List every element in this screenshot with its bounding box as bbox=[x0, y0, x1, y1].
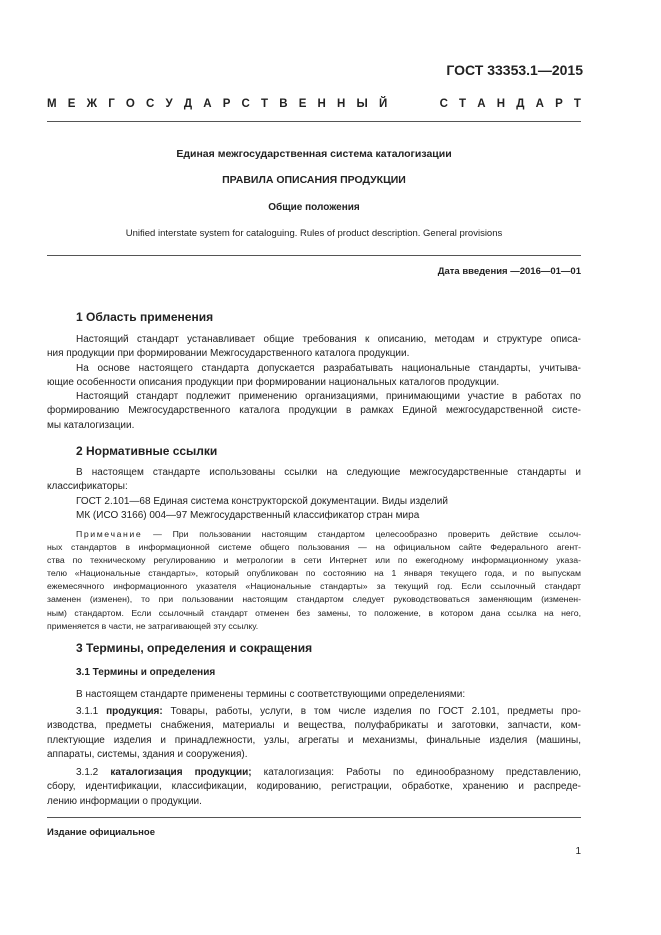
document-title: ПРАВИЛА ОПИСАНИЯ ПРОДУКЦИИ bbox=[222, 174, 406, 186]
terms-intro: В настоящем стандарте применены термины с соответствующими определениями: bbox=[76, 689, 466, 700]
reference-mk-3166: МК (ИСО 3166) 004—97 Межгосударственный классификатор стран мира bbox=[76, 509, 420, 521]
banner-letter: Т bbox=[573, 98, 581, 110]
header-rule bbox=[47, 121, 581, 122]
section-3-heading: 3 Термины, определения и сокращения bbox=[76, 641, 313, 655]
banner-letter: С bbox=[146, 98, 155, 110]
introduction-date: Дата введения —2016—01—01 bbox=[437, 266, 581, 277]
text-line: изводства, предметы снабжения, материалы и вещества, полуфабрикаты и заготовки, запчасти, ком- bbox=[47, 720, 581, 732]
note-line: ным) стандартом. Если ссылочный стандарт отменен без замены, то положение, в котором дана ссылка на него, bbox=[47, 607, 581, 618]
text-line: Настоящий стандарт подлежит применению организациями, принимающими участие в работах по bbox=[76, 391, 581, 403]
interstate-standard-banner bbox=[47, 98, 581, 110]
banner-letter: Д bbox=[183, 98, 193, 110]
banner-letter: М bbox=[47, 98, 57, 110]
banner-letter: В bbox=[279, 98, 288, 110]
banner-gap bbox=[398, 98, 428, 110]
section-2-heading: 2 Нормативные ссылки bbox=[76, 444, 218, 458]
text-line: ния продукции при формировании Межгосударственного каталога продукции. bbox=[47, 348, 410, 360]
system-title: Единая межгосударственная система каталогизации bbox=[176, 148, 452, 160]
section-3-body bbox=[47, 688, 581, 702]
footer-rule bbox=[47, 817, 581, 818]
text-line: В настоящем стандарте использованы ссылки на следующие межгосударственные стандарты и bbox=[76, 467, 581, 478]
text-line: формированию Межгосударственного каталога продукции в рамках Единой межгосударственной систе- bbox=[47, 405, 581, 417]
page-number: 1 bbox=[575, 846, 581, 857]
note-line: ства по техническому регулированию и метрологии в сети Интернет или по ежегодному информационному указа- bbox=[47, 555, 581, 566]
term-name: продукция: bbox=[106, 706, 163, 717]
banner-letter: Н bbox=[496, 98, 506, 110]
note-line: применяется в части, не затрагивающей эту ссылку. bbox=[47, 620, 259, 631]
note-label: Примечание bbox=[76, 529, 143, 539]
banner-letter: А bbox=[535, 98, 544, 110]
banner-letter: Ы bbox=[356, 98, 368, 110]
edition-label: Издание официальное bbox=[47, 827, 155, 838]
text-line: лению информации о продукции. bbox=[47, 795, 202, 807]
banner-letter: Т bbox=[261, 98, 269, 110]
banner-letter: Е bbox=[67, 98, 76, 110]
term-3-1-1: 3.1.1 продукция: Товары, работы, услуги, в том числе изделия по ГОСТ 2.101, предметы про- изводства, предметы снабжения, материалы и вещества, полуфабрикаты и заготовки, запчасти, ком- плектующие изделия и принадлежности, узлы, агрегаты и механизмы, финальные изделия (машины, аппараты, системы, здания и сооружения). bbox=[47, 705, 581, 762]
text-line: Настоящий стандарт устанавливает общие требования к описанию, методам и структуре описа- bbox=[76, 334, 581, 345]
text-line: классификаторы: bbox=[47, 481, 128, 493]
text-line: плектующие изделия и принадлежности, узлы, агрегаты и механизмы, финальные изделия (машины, bbox=[47, 734, 581, 746]
banner-letter: С bbox=[241, 98, 250, 110]
subsection-3-1-heading: 3.1 Термины и определения bbox=[76, 667, 216, 678]
english-title: Unified interstate system for cataloguing. Rules of product description. General provisions bbox=[125, 228, 503, 239]
banner-letter: У bbox=[165, 98, 173, 110]
banner-letter: А bbox=[203, 98, 212, 110]
note-line: заменен (изменен), то при пользовании настоящим стандартом следует руководствоваться заменяющим (изменен- bbox=[47, 594, 581, 605]
banner-letter: Н bbox=[337, 98, 346, 110]
gost-code: ГОСТ 33353.1—2015 bbox=[446, 62, 583, 78]
note-line: ежемесячного информационного указателя «Национальные стандарты» за текущий год. Если ссылочный стандарт bbox=[47, 581, 581, 592]
section-1-body bbox=[47, 333, 581, 433]
banner-letter: Е bbox=[298, 98, 307, 110]
banner-letter: Н bbox=[317, 98, 326, 110]
banner-letter: О bbox=[125, 98, 135, 110]
banner-letter: Т bbox=[459, 98, 467, 110]
banner-letter: Ж bbox=[86, 98, 98, 110]
section-2-body bbox=[47, 466, 581, 523]
text-line: ющие особенности описания продукции при формировании национальных каталогов продукции. bbox=[47, 376, 500, 388]
title-rule bbox=[47, 255, 581, 256]
text-line: На основе настоящего стандарта допускается разрабатывать национальные стандарты, учитыва- bbox=[76, 362, 581, 374]
banner-letter: Р bbox=[555, 98, 563, 110]
section-1-heading: 1 Область применения bbox=[76, 310, 214, 324]
banner-letter: Й bbox=[378, 98, 388, 110]
banner-letter: А bbox=[477, 98, 486, 110]
banner-letter: Р bbox=[222, 98, 231, 110]
banner-letter: С bbox=[439, 98, 448, 110]
document-subtitle: Общие положения bbox=[268, 202, 360, 213]
text-line: аппараты, системы, здания и сооружения). bbox=[47, 748, 248, 760]
banner-letter: Г bbox=[108, 98, 115, 110]
text-line: сбору, идентификации, классификации, кодированию, регистрации, обработке, хранению и распреде- bbox=[47, 781, 581, 793]
term-3-1-2: 3.1.2 каталогизация продукции; каталогизация: Работы по единообразному представлению, сбору, идентификации, классификации, кодированию, регистрации, обработке, хранению и распреде- лению информации о продукции. bbox=[47, 766, 581, 809]
banner-letter: Д bbox=[516, 98, 525, 110]
section-2-note: Примечание — При пользовании настоящим стандартом целесообразно проверить действие ссылоч- ных стандартов в информационной системе общего пользования — на официальном сайте Федерального агент- ства по техническому регулированию и метрологии в сети Интернет или по ежегодному информационному указа- телю «Национальные стандарты», который опубликован по состоянию на 1 января текущего года, и по выпускам ежемесячного информационного указателя «Национальные стандарты» за текущий год. Если ссылочный стандарт заменен (изменен), то при пользовании настоящим стандартом следует руководствоваться заменяющим (изменен- ным) стандартом. Если ссылочный стандарт отменен без замены, то положение, в котором дана ссылка на него, применяется в части, не затрагивающей эту ссылку. bbox=[47, 528, 581, 633]
text-line: мы каталогизации. bbox=[47, 419, 135, 431]
reference-gost-2-101: ГОСТ 2.101—68 Единая система конструкторской документации. Виды изделий bbox=[76, 495, 448, 507]
note-line: телю «Национальные стандарты», который опубликован по состоянию на 1 января текущего года, и по выпускам bbox=[47, 568, 581, 579]
note-line: ных стандартов в информационной системе общего пользования — на официальном сайте Федерального агент- bbox=[47, 542, 581, 553]
term-name: каталогизация продукции; bbox=[110, 767, 252, 778]
